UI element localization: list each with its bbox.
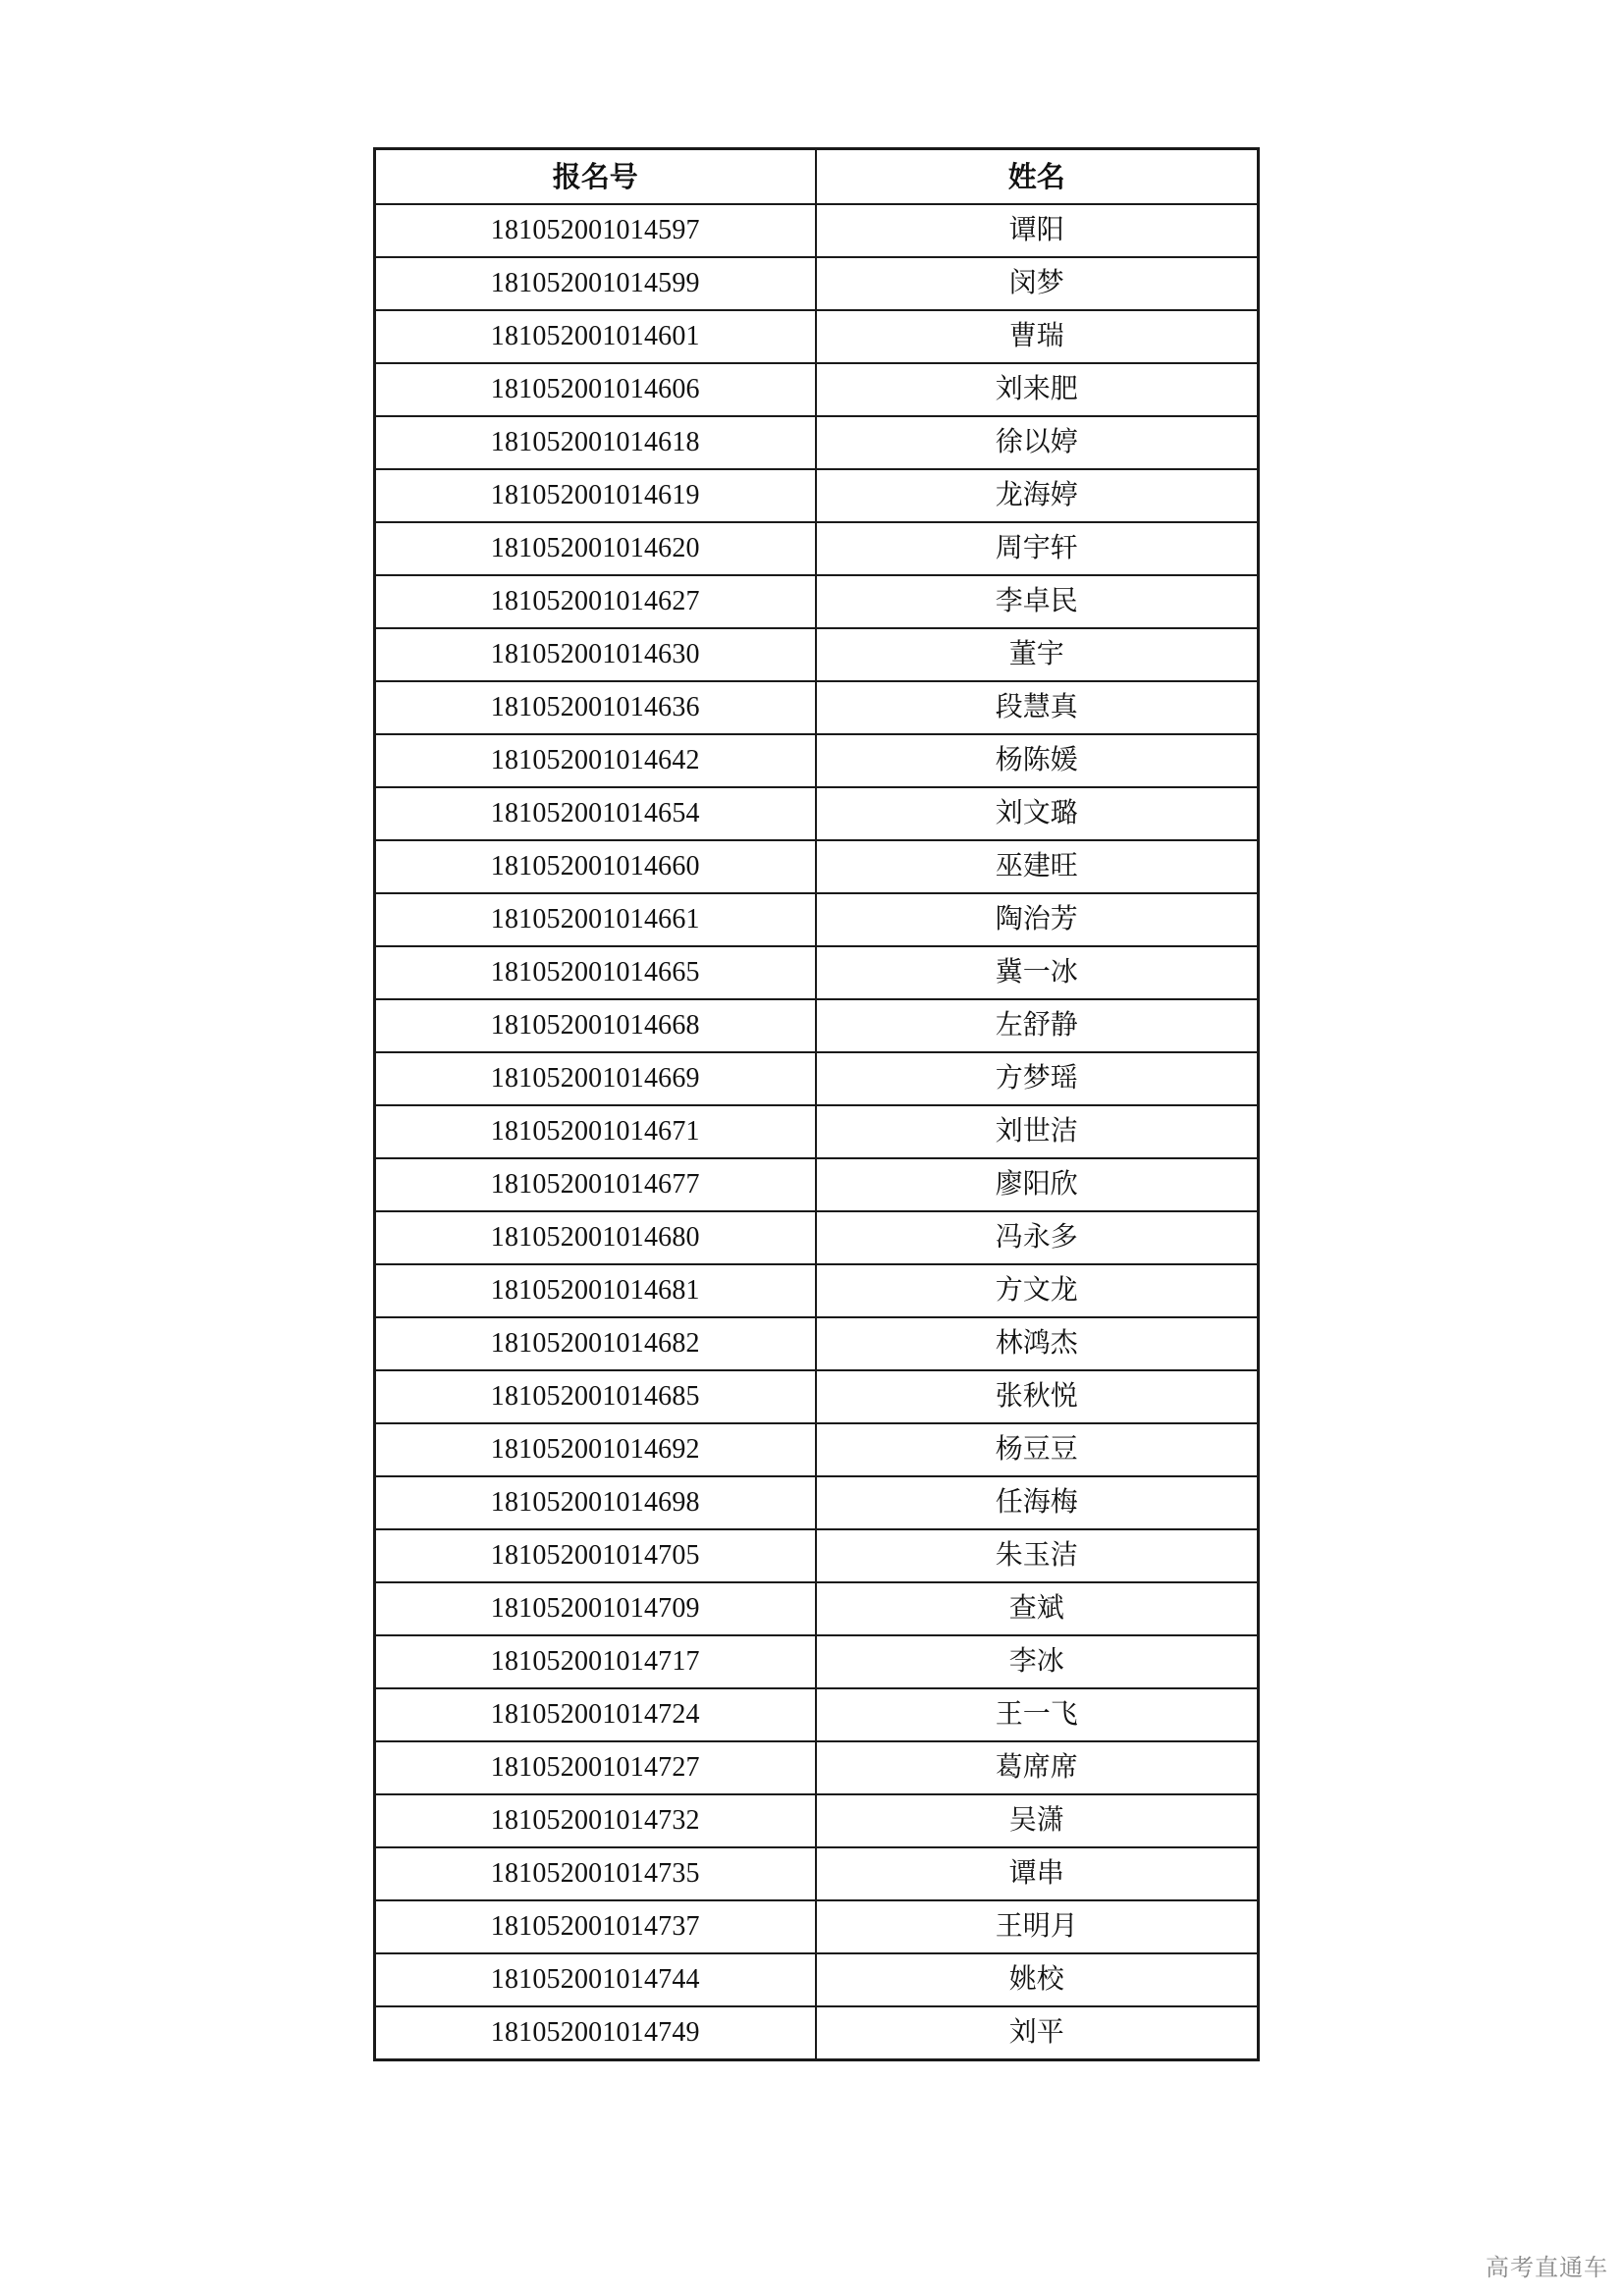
table-row — [375, 363, 1259, 416]
reg-no-cell: 181052001014654 — [375, 787, 816, 840]
name-cell: 刘世洁 — [816, 1105, 1259, 1158]
name-cell: 方梦瑶 — [816, 1052, 1259, 1105]
name-cell: 张秋悦 — [816, 1370, 1259, 1423]
table-row — [375, 575, 1259, 628]
table-row — [375, 2006, 1259, 2060]
table-row — [375, 522, 1259, 575]
table-row — [375, 681, 1259, 734]
reg-no-cell: 181052001014724 — [375, 1688, 816, 1741]
reg-no-cell: 181052001014618 — [375, 416, 816, 469]
name-cell: 谭阳 — [816, 204, 1259, 257]
table-row — [375, 1211, 1259, 1264]
reg-no-cell: 181052001014601 — [375, 310, 816, 363]
name-cell: 刘平 — [816, 2006, 1259, 2060]
reg-no-cell: 181052001014661 — [375, 893, 816, 946]
table-row — [375, 1052, 1259, 1105]
table-row — [375, 1953, 1259, 2006]
name-cell: 曹瑞 — [816, 310, 1259, 363]
table-header — [375, 149, 1259, 205]
table-row — [375, 1529, 1259, 1582]
watermark: 高考直通车 — [1486, 2254, 1608, 2281]
name-cell: 陶治芳 — [816, 893, 1259, 946]
table-row — [375, 840, 1259, 893]
reg-no-cell: 181052001014606 — [375, 363, 816, 416]
roster-table — [373, 147, 1260, 2061]
name-cell: 徐以婷 — [816, 416, 1259, 469]
table-row — [375, 1105, 1259, 1158]
reg-no-cell: 181052001014642 — [375, 734, 816, 787]
reg-no-cell: 181052001014737 — [375, 1900, 816, 1953]
name-cell: 杨豆豆 — [816, 1423, 1259, 1476]
table-row — [375, 1582, 1259, 1635]
reg-no-cell: 181052001014665 — [375, 946, 816, 999]
name-cell: 王明月 — [816, 1900, 1259, 1953]
name-cell: 董宇 — [816, 628, 1259, 681]
name-cell: 冯永多 — [816, 1211, 1259, 1264]
reg-no-cell: 181052001014619 — [375, 469, 816, 522]
name-cell: 方文龙 — [816, 1264, 1259, 1317]
reg-no-cell: 181052001014735 — [375, 1847, 816, 1900]
name-cell: 任海梅 — [816, 1476, 1259, 1529]
reg-no-cell: 181052001014636 — [375, 681, 816, 734]
table-row — [375, 1741, 1259, 1794]
table-row — [375, 310, 1259, 363]
reg-no-cell: 181052001014669 — [375, 1052, 816, 1105]
reg-no-cell: 181052001014698 — [375, 1476, 816, 1529]
table-row — [375, 1476, 1259, 1529]
table-row — [375, 628, 1259, 681]
reg-no-cell: 181052001014749 — [375, 2006, 816, 2060]
reg-no-cell: 181052001014682 — [375, 1317, 816, 1370]
reg-no-cell: 181052001014597 — [375, 204, 816, 257]
reg-no-cell: 181052001014705 — [375, 1529, 816, 1582]
table-row — [375, 1264, 1259, 1317]
name-cell: 葛席席 — [816, 1741, 1259, 1794]
reg-no-cell: 181052001014677 — [375, 1158, 816, 1211]
name-cell: 李卓民 — [816, 575, 1259, 628]
table-row — [375, 1317, 1259, 1370]
reg-no-cell: 181052001014671 — [375, 1105, 816, 1158]
table-row — [375, 1900, 1259, 1953]
header-row — [375, 149, 1259, 205]
name-cell: 冀一冰 — [816, 946, 1259, 999]
name-cell: 林鸿杰 — [816, 1317, 1259, 1370]
table-row — [375, 416, 1259, 469]
reg-no-cell: 181052001014681 — [375, 1264, 816, 1317]
name-cell: 巫建旺 — [816, 840, 1259, 893]
name-cell: 周宇轩 — [816, 522, 1259, 575]
reg-no-cell: 181052001014680 — [375, 1211, 816, 1264]
reg-no-cell: 181052001014685 — [375, 1370, 816, 1423]
name-cell: 左舒静 — [816, 999, 1259, 1052]
reg-no-cell: 181052001014668 — [375, 999, 816, 1052]
name-cell: 吴潇 — [816, 1794, 1259, 1847]
table-row — [375, 893, 1259, 946]
table-row — [375, 787, 1259, 840]
reg-no-cell: 181052001014744 — [375, 1953, 816, 2006]
reg-no-cell: 181052001014660 — [375, 840, 816, 893]
name-cell: 谭串 — [816, 1847, 1259, 1900]
table-body — [375, 204, 1259, 2060]
name-cell: 廖阳欣 — [816, 1158, 1259, 1211]
table-row — [375, 1847, 1259, 1900]
name-cell: 闵梦 — [816, 257, 1259, 310]
name-cell: 刘文璐 — [816, 787, 1259, 840]
table-row — [375, 999, 1259, 1052]
reg-no-cell: 181052001014732 — [375, 1794, 816, 1847]
reg-no-cell: 181052001014630 — [375, 628, 816, 681]
reg-no-cell: 181052001014599 — [375, 257, 816, 310]
name-cell: 龙海婷 — [816, 469, 1259, 522]
name-cell: 朱玉洁 — [816, 1529, 1259, 1582]
table-row — [375, 1635, 1259, 1688]
table-row — [375, 734, 1259, 787]
reg-no-cell: 181052001014717 — [375, 1635, 816, 1688]
name-cell: 王一飞 — [816, 1688, 1259, 1741]
table-row — [375, 257, 1259, 310]
reg-no-cell: 181052001014727 — [375, 1741, 816, 1794]
header-reg-no: 报名号 — [375, 149, 816, 205]
table-row — [375, 1794, 1259, 1847]
reg-no-cell: 181052001014620 — [375, 522, 816, 575]
reg-no-cell: 181052001014709 — [375, 1582, 816, 1635]
table-row — [375, 1158, 1259, 1211]
name-cell: 姚校 — [816, 1953, 1259, 2006]
name-cell: 杨陈媛 — [816, 734, 1259, 787]
table-row — [375, 1423, 1259, 1476]
table-row — [375, 469, 1259, 522]
table-row — [375, 946, 1259, 999]
name-cell: 段慧真 — [816, 681, 1259, 734]
header-name: 姓名 — [816, 149, 1259, 205]
reg-no-cell: 181052001014692 — [375, 1423, 816, 1476]
table-row — [375, 1688, 1259, 1741]
name-cell: 刘来肥 — [816, 363, 1259, 416]
name-cell: 李冰 — [816, 1635, 1259, 1688]
reg-no-cell: 181052001014627 — [375, 575, 816, 628]
name-cell: 查斌 — [816, 1582, 1259, 1635]
table-row — [375, 1370, 1259, 1423]
table-row — [375, 204, 1259, 257]
